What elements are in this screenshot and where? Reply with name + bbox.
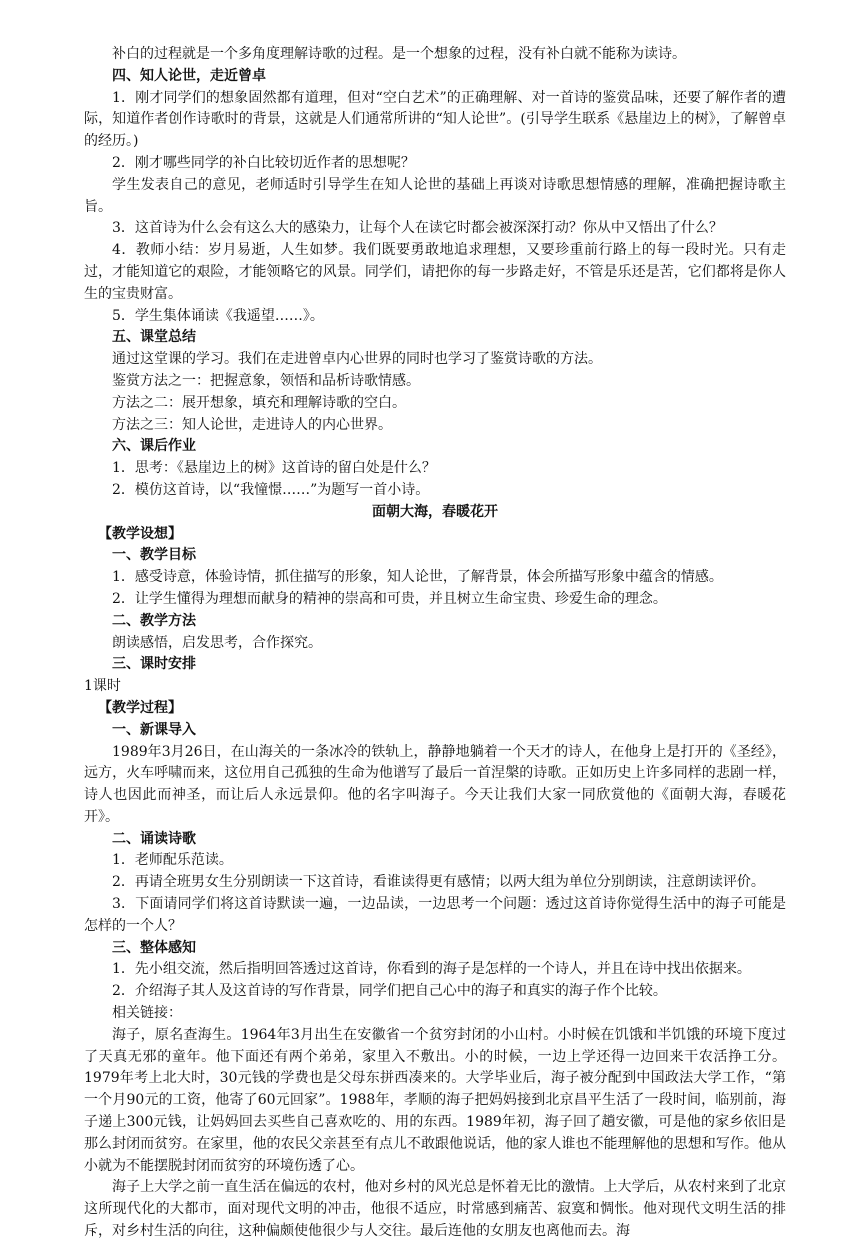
paragraph: 5．学生集体诵读《我遥望……》。	[112, 307, 324, 324]
paragraph: 1．刚才同学们的想象固然都有道理，但对“空白艺术”的正确理解、对一首诗的鉴赏品味，还要了解作者的遭际，知道作者创作诗歌时的背景，这就是人们通常所讲的“知人论世”。(引导学生联系《悬崖边上的树》，了解曾卓的经历。)	[84, 89, 786, 150]
paragraph: 1．老师配乐范读。	[112, 852, 233, 869]
paragraph: 2．刚才哪些同学的补白比较切近作者的思想呢？	[112, 154, 415, 171]
paragraph: 方法之二：展开想象，填充和理解诗歌的空白。	[112, 394, 406, 411]
paragraph: 1．思考：《悬崖边上的树》这首诗的留白处是什么？	[112, 460, 436, 477]
section-heading: 四、知人论世，走近曾卓	[112, 67, 266, 84]
paragraph: 1课时	[84, 678, 121, 695]
paragraph: 2．再请全班男女生分别朗读一下这首诗，看谁读得更有感情；以两大组为单位分别朗读，注意朗读评价。	[112, 874, 765, 891]
paragraph: 2．介绍海子其人及这首诗的写作背景，同学们把自己心中的海子和真实的海子作个比较。	[112, 983, 667, 1000]
paragraph: 通过这堂课的学习。我们在走进曾卓内心世界的同时也学习了鉴赏诗歌的方法。	[112, 351, 602, 368]
paragraph: 补白的过程就是一个多角度理解诗歌的过程。是一个想象的过程，没有补白就不能称为读诗。	[112, 46, 686, 62]
paragraph: 3．下面请同学们将这首诗默读一遍，一边品读，一边思考一个问题：透过这首诗你觉得生活中的海子可能是怎样的一个人？	[84, 896, 786, 934]
section-heading: 二、诵读诗歌	[112, 830, 196, 847]
section-heading: 一、新课导入	[112, 721, 196, 738]
paragraph: 海子上大学之前一直生活在偏远的农村，他对乡村的风光总是怀着无比的激情。上大学后，从农村来到了北京这所现代化的大都市，面对现代文明的冲击，他很不适应，时常感到痛苦、寂寞和惆怅。他对现代文明生活的排斥，对乡村生活的向往，这种偏颇使他很少与人交往。最后连他的女朋友也离他而去。海	[84, 1179, 786, 1240]
paragraph: 海子，原名查海生。1964年3月出生在安徽省一个贫穷封闭的小山村。小时候在饥饿和半饥饿的环境下度过了天真无邪的童年。他下面还有两个弟弟，家里入不敷出。小的时候，一边上学还得一边回来干农活挣工分。1979年考上北大时，30元钱的学费也是父母东拼西凑来的。大学毕业后，海子被分配到中国政法大学工作，“第一个月90元的工资，他寄了60元回家”。1988年，孝顺的海子把妈妈接到北京昌平生活了一段时间，临别前，海子递上300元钱，让妈妈回去买些自己喜欢吃的、用的东西。1989年初，海子回了趟安徽，可是他的家乡依旧是那么封闭而贫穷。在家里，他的农民父亲甚至有点儿不敢跟他说话，他的家人谁也不能理解他的思想和写作。他从小就为不能摆脱封闭而贫穷的环境伤透了心。	[84, 1026, 786, 1174]
paragraph: 学生发表自己的意见，老师适时引导学生在知人论世的基础上再谈对诗歌思想情感的理解，准确把握诗歌主旨。	[84, 176, 786, 215]
lesson-title: 面朝大海，春暖花开	[372, 503, 498, 520]
paragraph: 相关链接：	[112, 1005, 182, 1022]
section-heading: 三、整体感知	[112, 939, 196, 956]
section-heading: 六、课后作业	[112, 438, 196, 455]
paragraph: 方法之三：知人论世，走进诗人的内心世界。	[112, 416, 392, 433]
section-heading: 二、教学方法	[112, 612, 196, 629]
paragraph: 鉴赏方法之一：把握意象，领悟和品析诗歌情感。	[112, 372, 420, 389]
paragraph: 1989年3月26日，在山海关的一条冰冷的铁轨上，静静地躺着一个天才的诗人，在他身上是打开的《圣经》，远方，火车呼啸而来，这位用自己孤独的生命为他谱写了最后一首涅槃的诗歌。正如历史上许多同样的悲剧一样，诗人也因此而神圣，而让后人永远景仰。他的名字叫海子。今天让我们大家一同欣赏他的《面朝大海，春暖花开》。	[84, 743, 786, 825]
section-heading: 五、课堂总结	[112, 329, 196, 346]
paragraph: 3．这首诗为什么会有这么大的感染力，让每个人在读它时都会被深深打动？你从中又悟出了什么？	[112, 220, 723, 237]
section-heading: 一、教学目标	[112, 547, 196, 564]
paragraph: 1．先小组交流，然后指明回答透过这首诗，你看到的海子是怎样的一个诗人，并且在诗中找出依据来。	[112, 961, 751, 978]
paragraph: 4．教师小结：岁月易逝，人生如梦。我们既要勇敢地追求理想，又要珍重前行路上的每一段时光。只有走过，才能知道它的艰险，才能领略它的风景。同学们，请把你的每一步路走好，不管是乐还是苦，它们都将是你人生的宝贵财富。	[84, 242, 786, 302]
paragraph: 朗读感悟，启发思考，合作探究。	[112, 634, 322, 651]
section-heading: 三、课时安排	[112, 656, 196, 673]
bracket-heading: 【教学过程】	[98, 699, 182, 716]
paragraph: 2．让学生懂得为理想而献身的精神的崇高和可贵，并且树立生命宝贵、珍爱生命的理念。	[112, 590, 667, 607]
paragraph: 1．感受诗意，体验诗情，抓住描写的形象，知人论世，了解背景，体会所描写形象中蕴含的情感。	[112, 569, 723, 586]
paragraph: 2．模仿这首诗，以“我憧憬……”为题写一首小诗。	[112, 481, 430, 498]
bracket-heading: 【教学设想】	[98, 525, 182, 542]
